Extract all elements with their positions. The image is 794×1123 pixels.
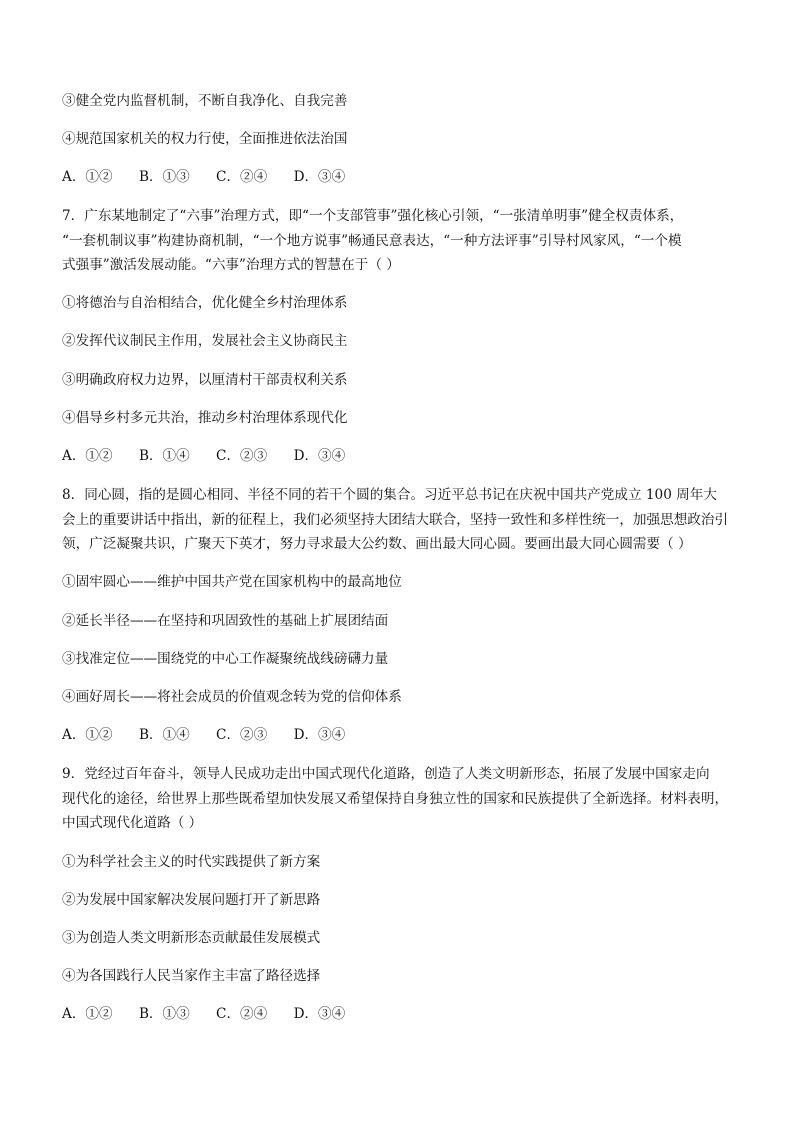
q9-stem-line-1: 9．党经过百年奋斗，领导人民成功走出中国式现代化道路，创造了人类文明新形态，拓展了发展中国家走向 [62,766,710,782]
q9-choice-b[interactable]: B．①③ [138,1006,190,1022]
q8-choices [62,725,734,745]
q7-choice-a[interactable]: A．①② [62,448,113,464]
q8-option-1: ①固牢圆心——维护中国共产党在国家机构中的最高地位 [62,574,402,590]
q8-option-2: ②延长半径——在坚持和巩固致性的基础上扩展团结面 [62,613,389,629]
q6-option-4: ④规范国家机关的权力行使，全面推进依法治国 [62,131,348,147]
q7-option-3: ③明确政府权力边界，以厘清村干部责权利关系 [62,372,348,388]
q9-stem-line-3: 中国式现代化道路（ ） [62,815,203,831]
q8-choice-d[interactable]: D．③④ [293,727,346,743]
q6-choice-a[interactable]: A．①② [62,169,113,185]
q8-option-4: ④画好周长——将社会成员的价值观念转为党的信仰体系 [62,689,402,705]
q9-choice-d[interactable]: D．③④ [293,1006,346,1022]
q9-option-1: ①为科学社会主义的时代实践提供了新方案 [62,854,321,870]
q8-option-3: ③找准定位——围绕党的中心工作凝聚统战线磅礴力量 [62,651,389,667]
q6-option-3: ③健全党内监督机制，不断自我净化、自我完善 [62,93,348,109]
q7-choice-d[interactable]: D．③④ [293,448,346,464]
q6-choice-c[interactable]: C．②④ [216,169,268,185]
q9-option-3: ③为创造人类文明新形态贡献最佳发展模式 [62,930,321,946]
q7-option-4: ④倡导乡村多元共治，推动乡村治理体系现代化 [62,410,348,426]
q7-choice-b[interactable]: B．①④ [138,448,190,464]
q9-choices [62,1004,734,1024]
q9-choice-a[interactable]: A．①② [62,1006,113,1022]
q8-stem-line-2: 会上的重要讲话中指出，新的征程上，我们必须坚持大团结大联合，坚持一致性和多样性统一，加强思想政治引 [62,512,729,528]
q7-stem-line-3: 式强事”激活发展动能。“六事”治理方式的智慧在于（ ） [62,257,400,273]
q9-option-2: ②为发展中国家解决发展问题打开了新思路 [62,892,321,908]
q7-stem-line-1: 7．广东某地制定了“六事”治理方式，即“一个支部管事”强化核心引领，“一张清单明事”健全权责体系， [62,208,684,224]
q8-stem-line-1: 8．同心圆，指的是圆心相同、半径不同的若干个圆的集合。习近平总书记在庆祝中国共产党成立 100 周年大 [62,487,717,503]
q7-option-1: ①将德治与自治相结合，优化健全乡村治理体系 [62,295,348,311]
q9-stem-line-2: 现代化的途径，给世界上那些既希望加快发展又希望保持自身独立性的国家和民族提供了全新选择。材料表明， [62,791,729,807]
q6-choice-d[interactable]: D．③④ [293,169,346,185]
q8-choice-c[interactable]: C．②③ [216,727,268,743]
q8-choice-a[interactable]: A．①② [62,727,113,743]
q6-choices [62,167,734,187]
q9-option-4: ④为各国践行人民当家作主丰富了路径选择 [62,968,321,984]
q8-choice-b[interactable]: B．①④ [138,727,190,743]
q6-choice-b[interactable]: B．①③ [138,169,190,185]
q9-choice-c[interactable]: C．②④ [216,1006,268,1022]
q7-stem-line-2: “一套机制议事”构建协商机制，“一个地方说事”畅通民意表达，“一种方法评事”引导村风家风，“一个模 [62,233,682,249]
q8-stem-line-3: 领，广泛凝聚共识，广聚天下英才，努力寻求最大公约数、画出最大同心圆。要画出最大同心圆需要（ ） [62,536,692,552]
q7-option-2: ②发挥代议制民主作用，发展社会主义协商民主 [62,333,348,349]
q7-choices [62,446,734,466]
q7-choice-c[interactable]: C．②③ [216,448,268,464]
